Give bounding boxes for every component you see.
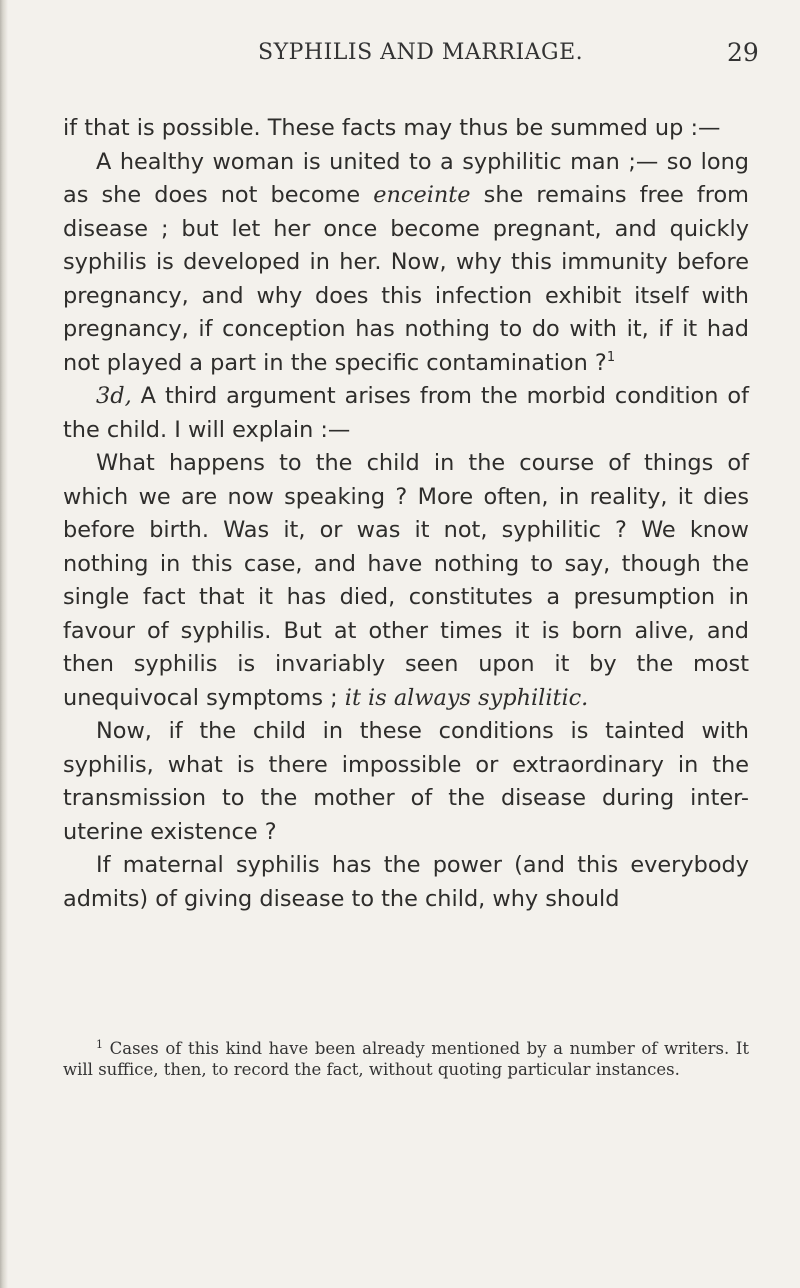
paragraph-3 (63, 380, 749, 447)
paragraph-4 (63, 447, 749, 715)
paragraph-2-text-a: A healthy woman is united to a syphilitic man ;— so long as she does not become (63, 148, 749, 208)
footnote-marker: 1 (96, 1038, 103, 1051)
paragraph-6 (63, 849, 749, 916)
footnote-reference: 1 (606, 349, 616, 365)
paragraph-4-italic: it is always syphilitic. (344, 684, 589, 711)
running-head: SYPHILIS AND MARRIAGE. (258, 40, 584, 65)
paragraph-6-text: If maternal syphilis has the power (and this everybody admits) of giving disease to the child, why should (63, 852, 749, 912)
paragraph-4-text: What happens to the child in the course of things of which we are now speaking ? More often, in reality, it dies before birth. Was it, or was it not, syphilitic ? We know nothing in this case, and have nothing to say, though the single fact that it has died, constitutes a presumption in favour of syphilis. But at other times it is born alive, and then syphilis is invariably seen upon it by the most unequivocal symptoms ; (63, 450, 749, 711)
paragraph-2-italic: enceinte (373, 182, 471, 208)
paragraph-1 (63, 112, 749, 146)
paragraph-5 (63, 715, 749, 849)
paragraph-2-text-b: she remains free from disease ; but let her once become pregnant, and quickly syphilis is developed in her. Now, why this immunity before pregnancy, and why does this infection exhibit itself with pregnancy, if conception has nothing to do with it, if it had not played a part in the specific contamination ? (63, 182, 749, 376)
paragraph-5-text: Now, if the child in these conditions is tainted with syphilis, what is there impossible or extraordinary in the transmission to the mother of the disease during inter-uterine existence ? (63, 718, 749, 845)
footnote-text: Cases of this kind have been already mentioned by a number of writers. It will suffice, then, to record the fact, without quoting particular instances. (63, 1039, 749, 1079)
paragraph-3-italic: 3d, (96, 383, 132, 409)
body-text (63, 112, 749, 916)
paragraph-2 (63, 146, 749, 381)
footnote (63, 1038, 749, 1080)
page-number: 29 (727, 38, 759, 67)
paragraph-3-text: A third argument arises from the morbid condition of the child. I will explain :— (63, 383, 749, 443)
paragraph-1-text: if that is possible. These facts may thus be summed up :— (63, 115, 721, 141)
